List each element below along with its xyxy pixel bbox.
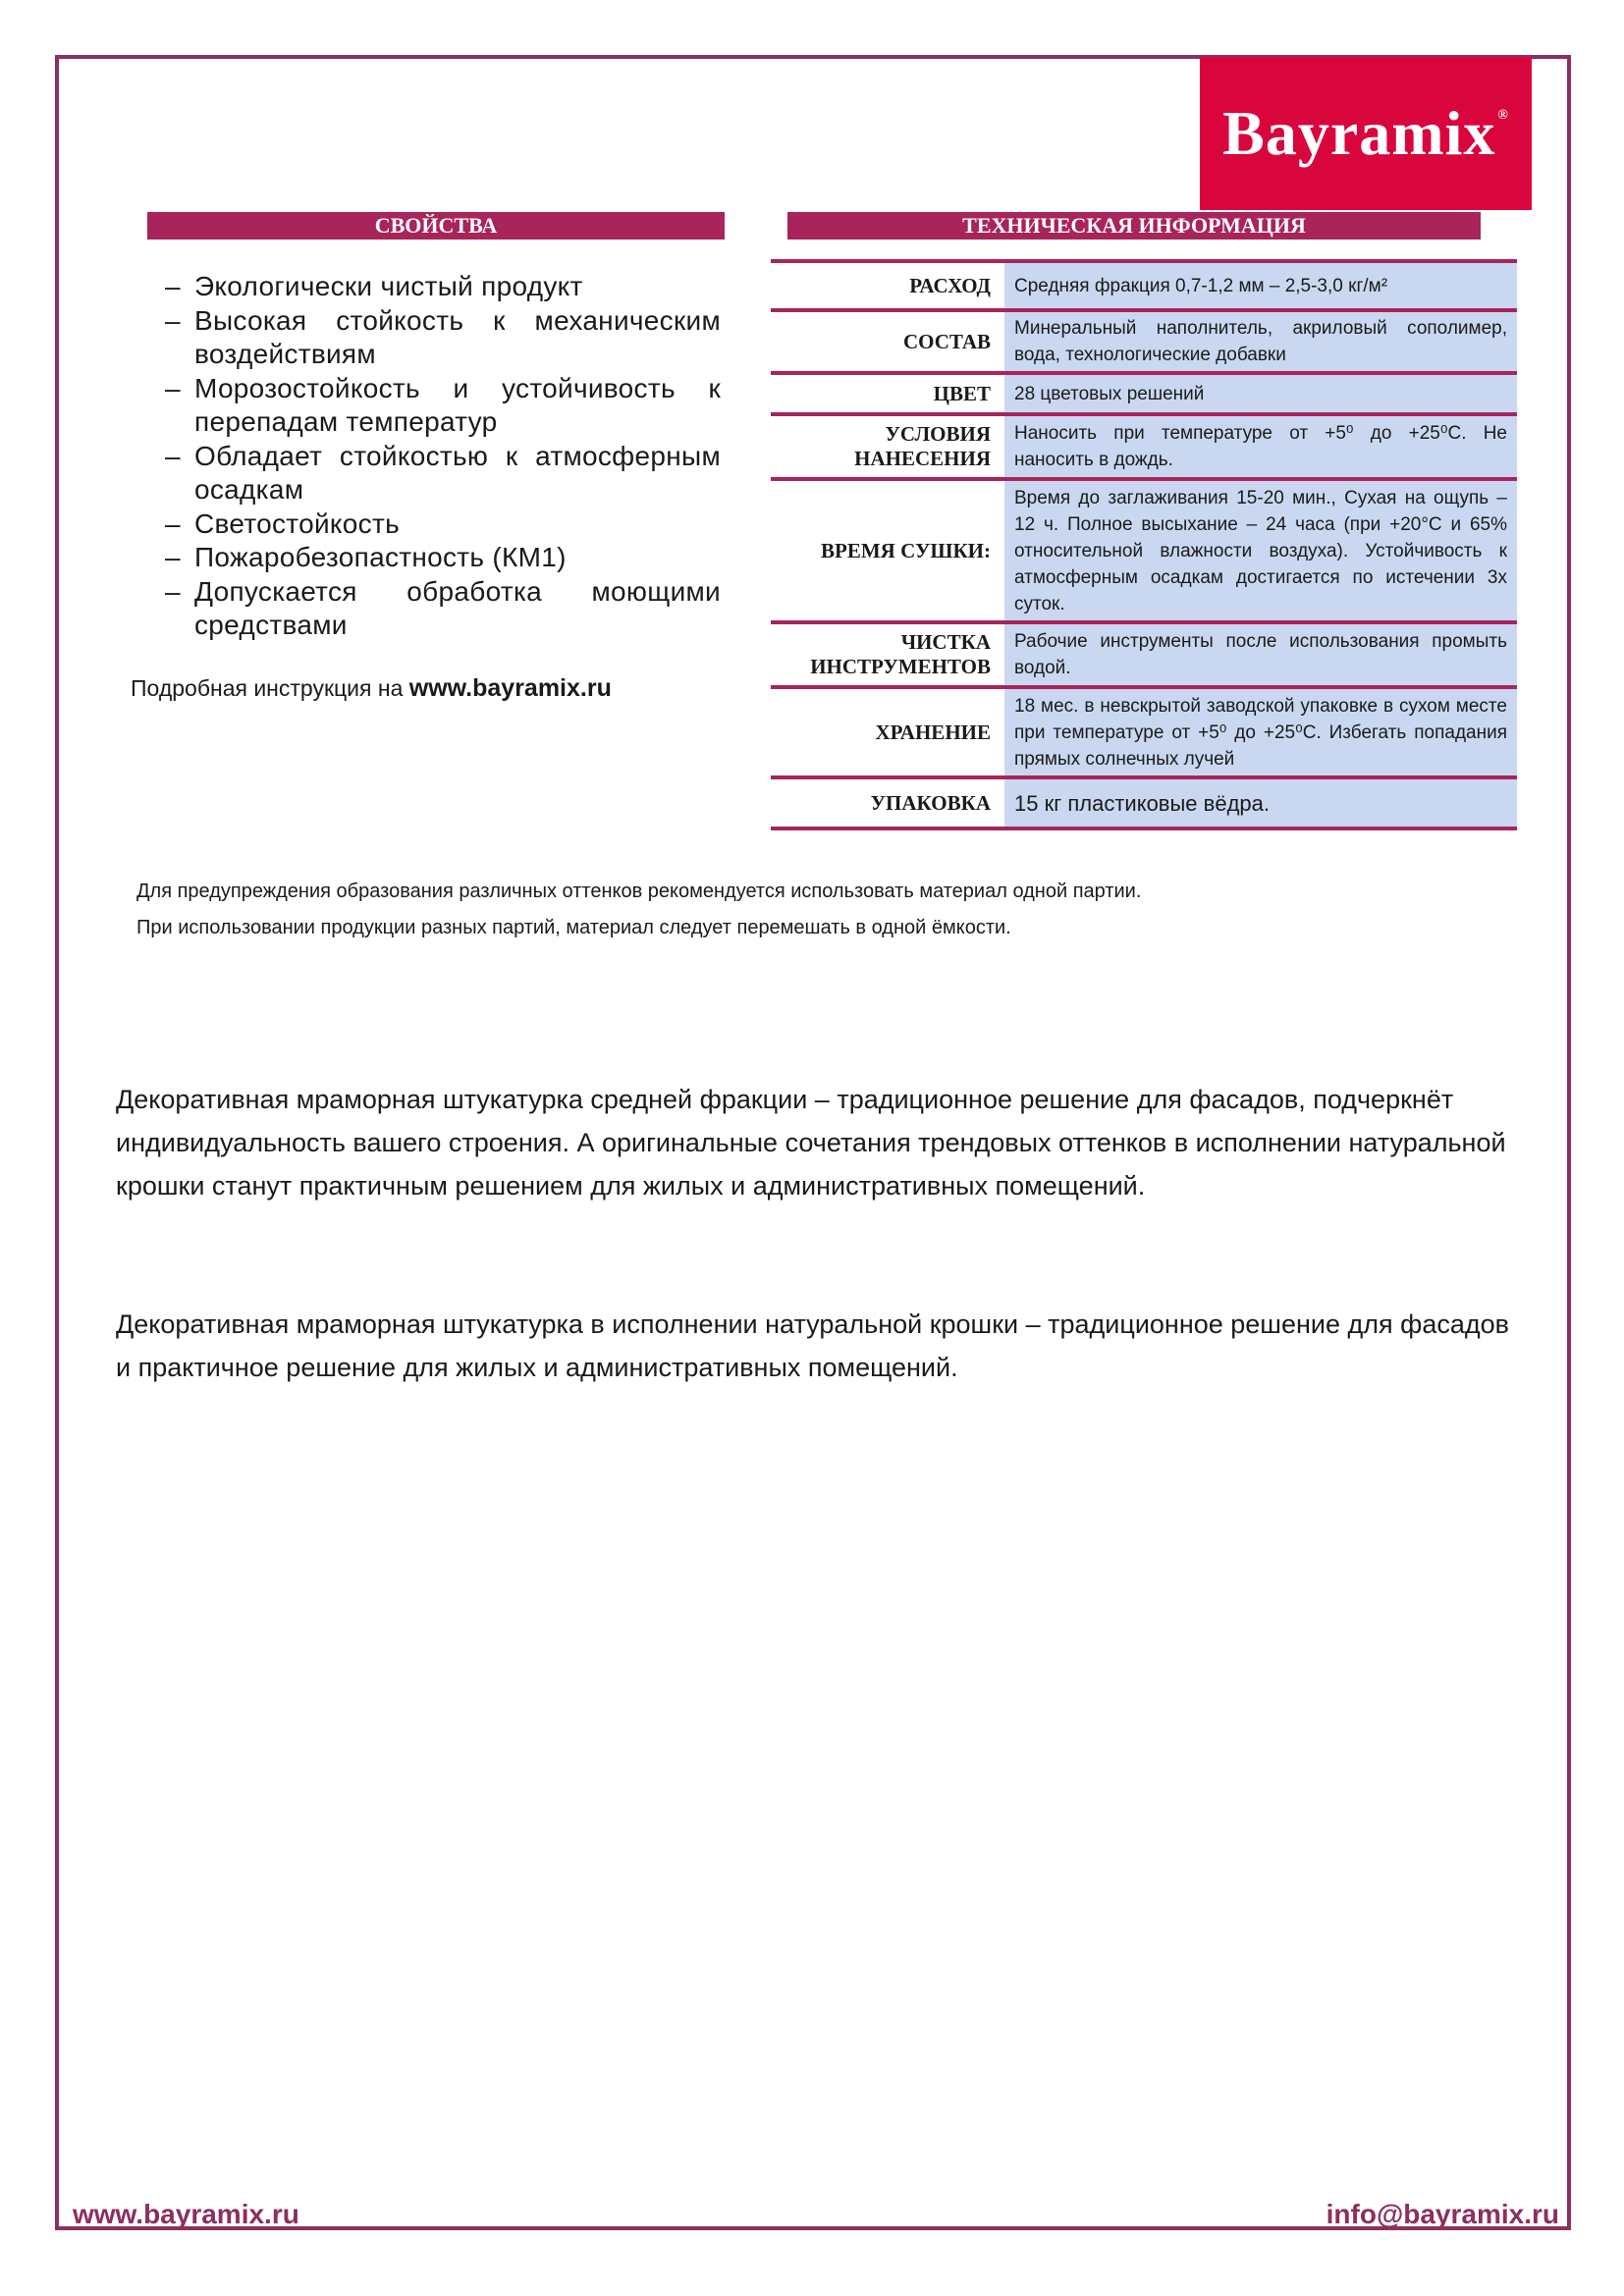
row-value: Минеральный наполнитель, акриловый сополимер, вода, технологические добавки [1004,310,1517,373]
property-item: – Морозостойкость и устойчивость к перепадам температур [165,372,721,437]
row-label: ХРАНЕНИЕ [771,687,1004,777]
table-row [771,310,1517,373]
row-value: 18 мес. в невскрытой заводской упаковке в сухом месте при температуре от +5⁰ до +25⁰С. Избегать попадания прямых солнечных лучей [1004,687,1517,777]
properties-list [159,270,721,643]
registered-mark: ® [1497,108,1509,123]
brand-logo [1200,57,1532,210]
table-row [771,622,1517,687]
row-value: Наносить при температуре от +5⁰ до +25⁰С. Не наносить в дождь. [1004,414,1517,479]
tech-info-header: ТЕХНИЧЕСКАЯ ИНФОРМАЦИЯ [787,212,1481,240]
property-item: – Высокая стойкость к механическим воздействиям [165,304,721,369]
footer-website-link[interactable]: www.bayramix.ru [73,2199,299,2229]
batch-note-line: Для предупреждения образования различных оттенков рекомендуется использовать материал одной партии. [136,881,1142,902]
table-row [771,687,1517,777]
table-row [771,261,1517,310]
property-item: – Допускается обработка моющими средствами [165,575,721,640]
instruction-line [131,674,612,703]
property-item: – Светостойкость [165,507,400,539]
properties-header: СВОЙСТВА [147,212,725,240]
brand-name: Bayramix [1222,98,1496,168]
row-value: Рабочие инструменты после использования промыть водой. [1004,622,1517,687]
table-row [771,414,1517,479]
row-label: УПАКОВКА [771,777,1004,828]
table-row [771,479,1517,622]
batch-note-line: При использовании продукции разных партий, материал следует перемешать в одной ёмкости. [136,917,1011,938]
row-label: ЦВЕТ [771,373,1004,414]
property-item: – Обладает стойкостью к атмосферным осадкам [165,440,721,505]
row-value: Время до заглаживания 15-20 мин., Сухая на ощупь – 12 ч. Полное высыхание – 24 часа (при +20°С и 65% относительной влажности воздуха). Устойчивость к атмосферным осадкам достигается по истечении 3х суток. [1004,479,1517,622]
row-label: РАСХОД [771,261,1004,310]
description-paragraph: Декоративная мраморная штукатурка в исполнении натуральной крошки – традиционное решение для фасадов и практичное решение для жилых и административных помещений. [116,1309,1509,1382]
footer-email-link[interactable]: info@bayramix.ru [1326,2199,1559,2229]
description-paragraph: Декоративная мраморная штукатурка средней фракции – традиционное решение для фасадов, подчеркнёт индивидуальность вашего строения. А оригинальные сочетания трендовых оттенков в исполнении натуральной крошки станут практичным решением для жилых и административных помещений. [116,1085,1506,1201]
table-row [771,777,1517,828]
row-label: УСЛОВИЯ НАНЕСЕНИЯ [771,414,1004,479]
instruction-prefix: Подробная инструкция на [131,675,404,701]
property-item: – Пожаробезопастность (КМ1) [165,542,567,572]
property-item: – Экологически чистый продукт [165,271,583,301]
row-value: Средняя фракция 0,7-1,2 мм – 2,5-3,0 кг/м² [1004,261,1517,310]
row-label: СОСТАВ [771,310,1004,373]
row-value: 28 цветовых решений [1004,373,1517,414]
row-value: 15 кг пластиковые вёдра. [1004,777,1517,828]
instruction-link[interactable]: www.bayramix.ru [408,674,612,702]
row-label: ЧИСТКА ИНСТРУМЕНТОВ [771,622,1004,687]
tech-info-table [771,259,1517,830]
row-label: ВРЕМЯ СУШКИ: [771,479,1004,622]
table-row [771,373,1517,414]
batch-note [136,874,1141,946]
